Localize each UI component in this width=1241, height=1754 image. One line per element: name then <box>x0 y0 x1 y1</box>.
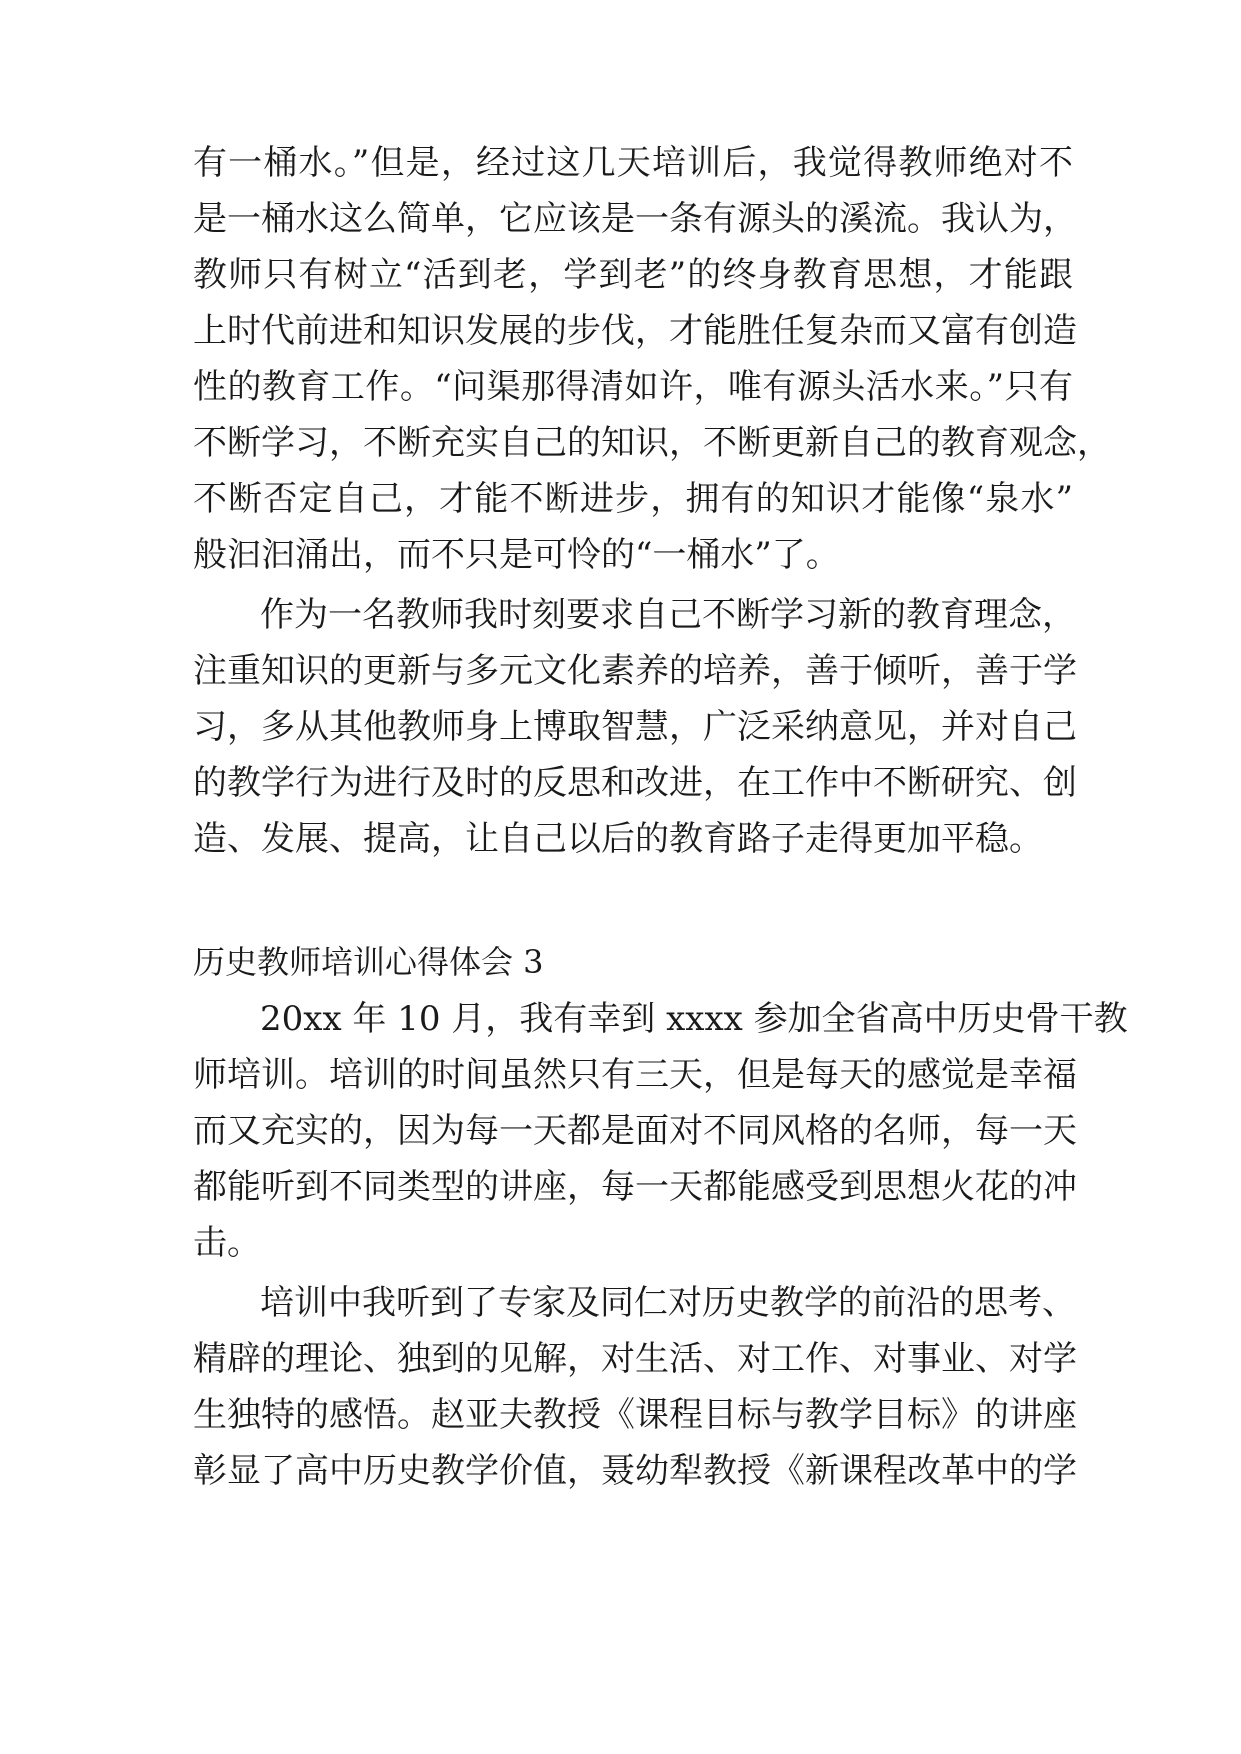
paragraph-2-line-2: 注重知识的更新与多元文化素养的培养，善于倾听，善于学 <box>193 651 1077 691</box>
paragraph-2-line-1: 作为一名教师我时刻要求自己不断学习新的教育理念， <box>260 595 1076 635</box>
paragraph-1-line-7: 不断否定自己，才能不断进步，拥有的知识才能像“泉水” <box>193 479 1073 519</box>
paragraph-4-line-4: 彰显了高中历史教学价值，聂幼犁教授《新课程改革中的学 <box>193 1451 1077 1491</box>
paragraph-2-line-3: 习，多从其他教师身上博取智慧，广泛采纳意见，并对自己 <box>193 707 1077 747</box>
paragraph-2-line-4: 的教学行为进行及时的反思和改进，在工作中不断研究、创 <box>193 763 1077 803</box>
paragraph-4-line-1: 培训中我听到了专家及同仁对历史教学的前沿的思考、 <box>260 1283 1076 1323</box>
paragraph-1-line-8: 般汩汩涌出，而不只是可怜的“一桶水”了。 <box>193 535 840 575</box>
paragraph-3-line-5: 击。 <box>193 1223 261 1263</box>
paragraph-1-line-6: 不断学习，不断充实自己的知识，不断更新自己的教育观念， <box>193 423 1111 463</box>
paragraph-4-line-3: 生独特的感悟。赵亚夫教授《课程目标与教学目标》的讲座 <box>193 1395 1077 1435</box>
paragraph-1-line-3: 教师只有树立“活到老，学到老”的终身教育思想，才能跟 <box>193 255 1073 295</box>
paragraph-3-line-4: 都能听到不同类型的讲座，每一天都能感受到思想火花的冲 <box>193 1167 1077 1207</box>
paragraph-1-line-1: 有一桶水。”但是，经过这几天培训后，我觉得教师绝对不 <box>193 143 1073 183</box>
paragraph-2-line-5: 造、发展、提高，让自己以后的教育路子走得更加平稳。 <box>193 819 1043 859</box>
paragraph-1-line-2: 是一桶水这么简单，它应该是一条有源头的溪流。我认为， <box>193 199 1077 239</box>
paragraph-1-line-4: 上时代前进和知识发展的步伐，才能胜任复杂而又富有创造 <box>193 311 1077 351</box>
paragraph-1-line-5: 性的教育工作。“问渠那得清如许，唯有源头活水来。”只有 <box>193 367 1073 407</box>
section-heading: 历史教师培训心得体会 3 <box>193 943 544 981</box>
paragraph-3-line-1: 20xx 年 10 月，我有幸到 xxxx 参加全省高中历史骨干教 <box>260 999 1128 1039</box>
paragraph-3-line-2: 师培训。培训的时间虽然只有三天，但是每天的感觉是幸福 <box>193 1055 1077 1095</box>
paragraph-3-line-3: 而又充实的，因为每一天都是面对不同风格的名师，每一天 <box>193 1111 1077 1151</box>
paragraph-4-line-2: 精辟的理论、独到的见解，对生活、对工作、对事业、对学 <box>193 1339 1077 1379</box>
